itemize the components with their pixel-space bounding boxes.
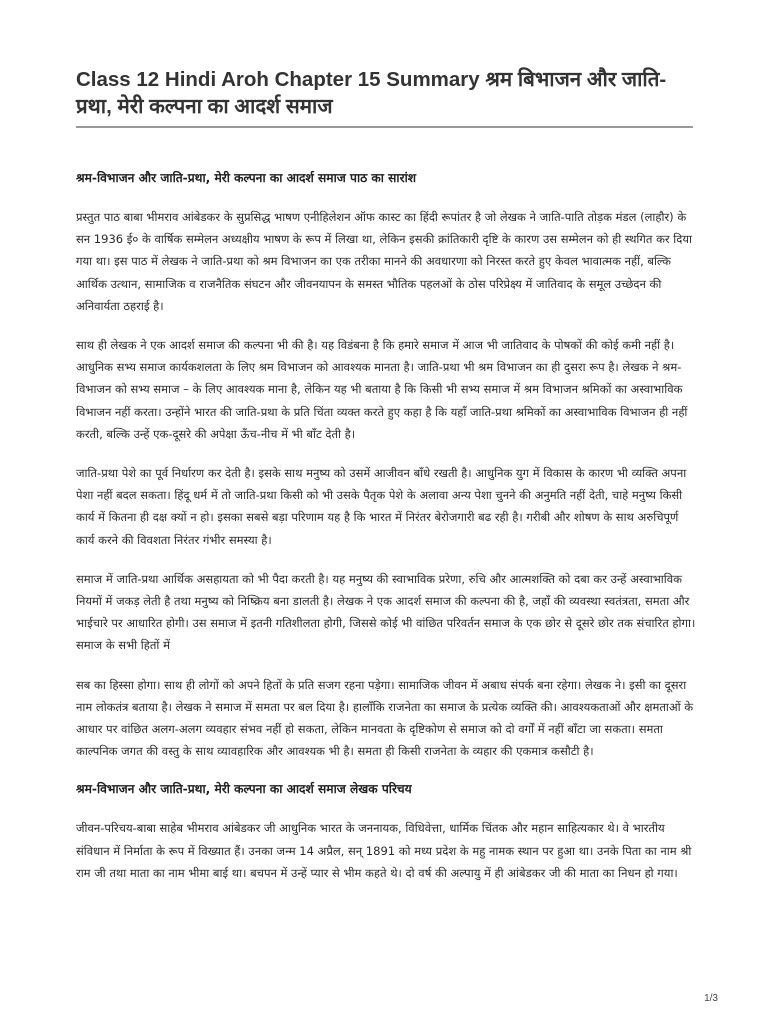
title-divider bbox=[76, 126, 693, 128]
paragraph: समाज में जाति-प्रथा आर्थिक असहायता को भी पैदा करती है। यह मनुष्य की स्वाभाविक प्ररेणा, रुचि और आत्मशक्ति को दबा कर उन्हें अस्वाभाविक नियमों में जकड़ लेती है तथा मनुष्य को निष्क्रिय बना डालती है। लेखक ने एक आदर्श समाज की कल्पना की है, जहाँ की व्यवस्था स्वतंत्रता, समता और भाईचारे पर आधारित होगी। उस समाज में इतनी गतिशीलता होगी, जिससे कोई भी वांछित परिवर्तन समाज के एक छोर से दूसरे छोर तक संचारित होगा। समाज के सभी हितों में bbox=[76, 571, 696, 653]
section-heading-author-intro: श्रम-विभाजन और जाति-प्रथा, मेरी कल्पना का आदर्श समाज लेखक परिचय bbox=[76, 782, 412, 797]
paragraph: प्रस्तुत पाठ बाबा भीमराव आंबेडकर के सुप्रसिद्ध भाषण एनीहिलेशन ऑफ कास्ट का हिंदी रूपांतर है जो लेखक ने जाति-पाति तोड़क मंडल (लाहौर) के सन 1936 ई० के वार्षिक सम्मेलन अध्यक्षीय भाषण के रूप में लिखा था, लेकिन इसकी क्रांतिकारी दृष्टि के कारण उस सम्मेलन को ही स्थगित कर दिया गया था। इस पाठ में लेखक ने जाति-प्रथा को श्रम विभाजन का एक तरीका मानने की अवधारणा को निरस्त करते हुए केवल भावात्मक नहीं, बल्कि आर्थिक उत्थान, सामाजिक व राजनैतिक संघटन और जीवनयापन के समस्त भौतिक पहलओं के ठोस परिप्रेक्ष्य में जातिवाद के समूल उच्छेदन की अनिवार्यता ठहराई है। bbox=[76, 210, 693, 313]
paragraph: साथ ही लेखक ने एक आदर्श समाज की कल्पना भी की है। यह विडंबना है कि हमारे समाज में आज भी जातिवाद के पोषकों की कोई कमी नहीं है। आधुनिक सभ्य समाज कार्यकशलता के लिए श्रम विभाजन को आवश्यक मानता है। जाति-प्रथा भी श्रम विभाजन का ही दुसरा रूप है। लेखक ने श्रम-विभाजन को सभ्य समाज – के लिए आवश्यक माना है, लेकिन यह भी बताया है कि किसी भी सभ्य समाज में श्रम विभाजन श्रमिकों का अस्वाभाविक विभाजन नहीं करता। उन्होंने भारत की जाति-प्रथा के प्रति चिंता व्यक्त करते हुए कहा है कि यहाँ जाति-प्रथा श्रमिकों का अस्वाभाविक विभाजन ही नहीं करती, बल्कि उन्हें एक-दूसरे की अपेक्षा ऊँच-नीच में भी बाँट देती है। bbox=[76, 338, 688, 441]
paragraph: जाति-प्रथा पेशे का पूर्व निर्धारण कर देती है। इसके साथ मनुष्य को उसमें आजीवन बाँधे रखती है। आधुनिक युग में विकास के कारण भी व्यक्ति अपना पेशा नहीं बदल सकता। हिंदू धर्म में तो जाति-प्रथा किसी को भी उसके पैतृक पेशे के अलावा अन्य पेशा चुनने की अनुमति नहीं देती, चाहे मनुष्य किसी कार्य में कितना ही दक्ष क्यों न हो। इसका सबसे बड़ा परिणाम यह है कि भारत में निरंतर बेरोजगारी बढ रही है। गरीबी और शोषण के साथ अरुचिपूर्ण कार्य करने की विवशता निरंतर गंभीर समस्या है। bbox=[76, 466, 687, 547]
paragraph: सब का हिस्सा होगा। साथ ही लोगों को अपने हितों के प्रति सजग रहना पड़ेगा। सामाजिक जीवन में अबाध संपर्क बना रहेगा। लेखक ने। इसी का दूसरा नाम लोकतंत्र बताया है। लेखक ने समाज में समता पर बल दिया है। हालाँकि राजनेता का समाज के प्रत्येक व्यक्ति की। आवश्यकताओं और क्षमताओं के आधार पर वांछित अलग-अलग व्यवहार संभव नहीं हो सकता, लेकिन मानवता के दृष्टिकोण से समाज को दो वर्गों में नहीं बाँटा जा सकता। समता काल्पनिक जगत की वस्तु के साथ व्यावहारिक और आवश्यक भी है। समता ही किसी राजनेता के व्यहार की एकमात्र कसौटी है। bbox=[76, 677, 694, 759]
page-title: Class 12 Hindi Aroh Chapter 15 Summary श्रम बिभाजन और जाति-प्रथा, मेरी कल्पना का आदर्श समाज bbox=[76, 68, 667, 118]
page-number: 1/3 bbox=[704, 993, 718, 1004]
document-body bbox=[76, 168, 700, 901]
paragraph: जीवन-परिचय-बाबा साहेब भीमराव आंबेडकर जी आधुनिक भारत के जननायक, विधिवेत्ता, धार्मिक चिंतक और महान साहित्यकार थे। वे भारतीय संविधान में निर्माता के रूप में विख्यात हैं। उनका जन्म 14 अप्रैल, सन् 1891 को मध्य प्रदेश के महु नामक स्थान पर हुआ था। उनके पिता का नाम श्री राम जी तथा माता का नाम भीमा बाई था। बचपन में उन्हें प्यार से भीम कहते थे। दो वर्ष की अल्पायु में ही आंबेडकर जी की माता का निधन हो गया। bbox=[76, 821, 692, 880]
section-heading-summary: श्रम-विभाजन और जाति-प्रथा, मेरी कल्पना का आदर्श समाज पाठ का सारांश bbox=[76, 171, 417, 185]
